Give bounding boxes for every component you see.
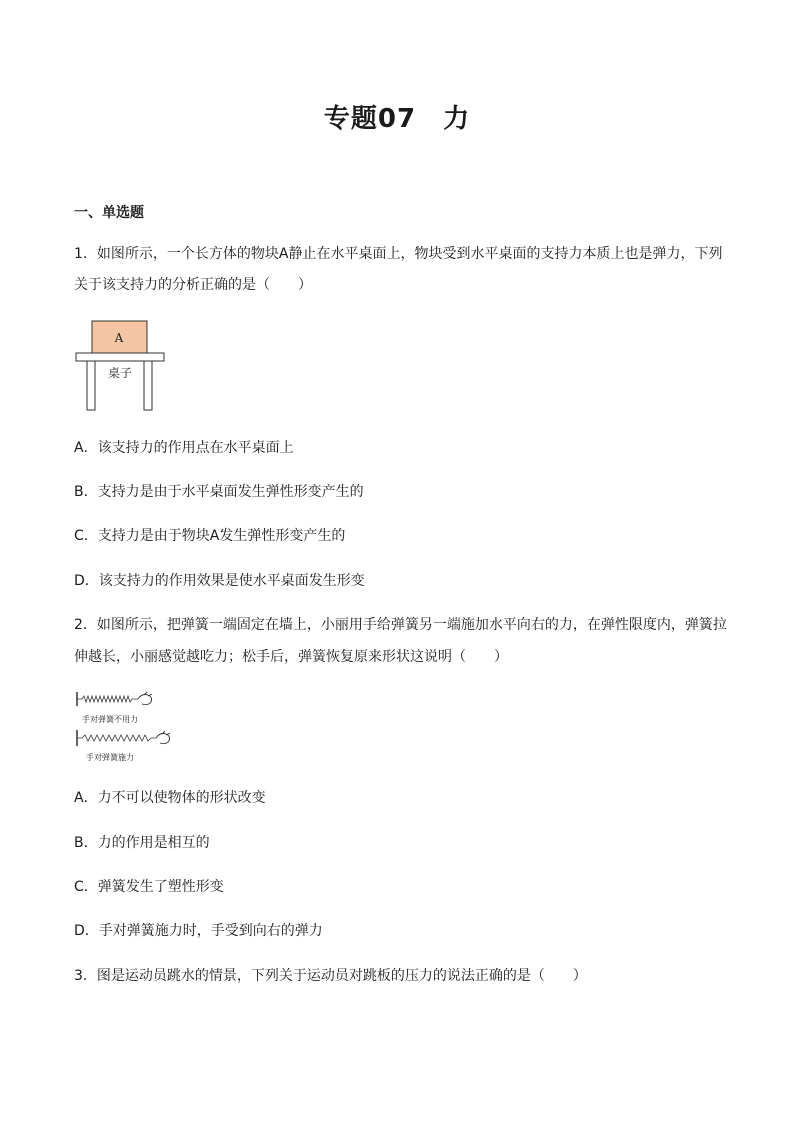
hand-top-icon bbox=[138, 692, 152, 705]
table-leg-left bbox=[87, 361, 95, 410]
table-block-figure bbox=[74, 318, 170, 414]
hand-bottom-icon bbox=[156, 731, 170, 744]
spring-figure bbox=[74, 690, 184, 766]
table-leg-right bbox=[144, 361, 152, 410]
question-2-line-2: 伸越长，小丽感觉越吃力；松手后，弹簧恢复原来形状这说明（ ） bbox=[74, 649, 508, 665]
spring-caption-bottom: 手对弹簧施力 bbox=[86, 753, 134, 762]
question-1-line-1: 1．如图所示，一个长方体的物块A静止在水平桌面上，物块受到水平桌面的支持力本质上也是弹力，下列 bbox=[74, 246, 723, 262]
question-2-option-a: A．力不可以使物体的形状改变 bbox=[74, 790, 266, 806]
section-heading: 一、单选题 bbox=[74, 205, 144, 221]
spring-top bbox=[77, 696, 138, 702]
spring-caption-top: 手对弹簧不用力 bbox=[82, 715, 138, 724]
question-1-line-2: 关于该支持力的分析正确的是（ ） bbox=[74, 277, 312, 293]
question-1-option-b: B．支持力是由于水平桌面发生弹性形变产生的 bbox=[74, 484, 364, 500]
question-1-option-c: C．支持力是由于物块A发生弹性形变产生的 bbox=[74, 528, 346, 544]
question-1-option-a: A．该支持力的作用点在水平桌面上 bbox=[74, 440, 294, 456]
question-2-option-b: B．力的作用是相互的 bbox=[74, 835, 210, 851]
question-2-option-c: C．弹簧发生了塑性形变 bbox=[74, 879, 224, 895]
question-2-line-1: 2．如图所示，把弹簧一端固定在墙上，小丽用手给弹簧另一端施加水平向右的力，在弹性限度内，弹簧拉 bbox=[74, 617, 727, 633]
page-title: 专题07 力 bbox=[323, 104, 471, 134]
question-2-option-d: D．手对弹簧施力时，手受到向右的弹力 bbox=[74, 923, 323, 939]
question-1-option-d: D．该支持力的作用效果是使水平桌面发生形变 bbox=[74, 573, 365, 589]
block-label: A bbox=[114, 331, 124, 345]
table-top bbox=[76, 353, 164, 361]
question-3-line-1: 3．图是运动员跳水的情景，下列关于运动员对跳板的压力的说法正确的是（ ） bbox=[74, 968, 587, 984]
spring-bottom bbox=[77, 735, 156, 741]
table-label: 桌子 bbox=[107, 366, 133, 380]
